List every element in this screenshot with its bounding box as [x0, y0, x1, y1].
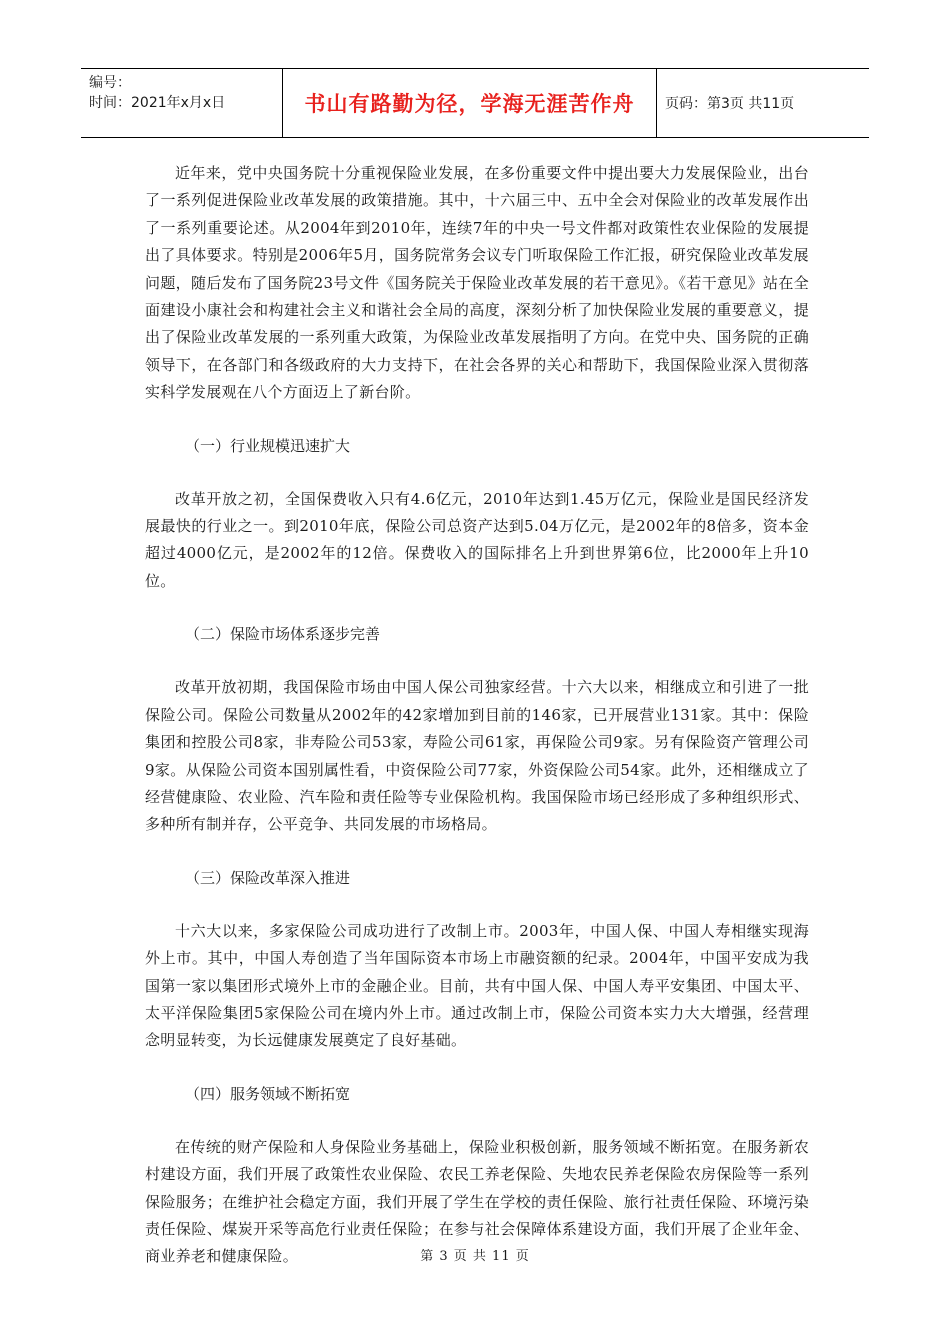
section-paragraph-3: 十六大以来，多家保险公司成功进行了改制上市。2003年，中国人保、中国人寿相继实现海外上市。其中，中国人寿创造了当年国际资本市场上市融资额的纪录。2004年，中国平安成为我国第一家以集团形式境外上市的金融企业。目前，共有中国人保、中国人寿平安集团、中国太平、太平洋保险集团5家保险公司在境内外上市。通过改制上市，保险公司资本实力大大增强，经营理念明显转变，为长远健康发展奠定了良好基础。 [145, 921, 809, 1050]
document-number: 编号： [89, 75, 131, 91]
header-page-info: 页码：第3页 共11页 [665, 96, 795, 112]
intro-paragraph: 近年来，党中央国务院十分重视保险业发展，在多份重要文件中提出要大力发展保险业，出台了一系列促进保险业改革发展的政策措施。其中，十六届三中、五中全会对保险业的改革发展作出了一系列重要论述。从2004年到2010年，连续7年的中央一号文件都对政策性农业保险的发展提出了具体要求。特别是2006年5月，国务院常务会议专门听取保险工作汇报，研究保险业改革发展问题，随后发布了国务院23号文件《国务院关于保险业改革发展的若干意见》。《若干意见》站在全面建设小康社会和构建社会主义和谐社会全局的高度，深刻分析了加快保险业发展的重要意义，提出了保险业改革发展的一系列重大政策，为保险业改革发展指明了方向。在党中央、国务院的正确领导下，在各部门和各级政府的大力支持下，在社会各界的关心和帮助下，我国保险业深入贯彻落实科学发展观在八个方面迈上了新台阶。 [145, 164, 809, 402]
section-paragraph-2: 改革开放初期，我国保险市场由中国人保公司独家经营。十六大以来，相继成立和引进了一批保险公司。保险公司数量从2002年的42家增加到目前的146家，已开展营业131家。其中：保险集团和控股公司8家，非寿险公司53家，寿险公司61家，再保险公司9家。另有保险资产管理公司9家。从保险公司资本国别属性看，中资保险公司77家，外资保险公司54家。此外，还相继成立了经营健康险、农业险、汽车险和责任险等专业保险机构。我国保险市场已经形成了多种组织形式、多种所有制并存，公平竞争、共同发展的市场格局。 [145, 678, 809, 834]
header-motto: 书山有路勤为径，学海无涯苦作舟 [283, 69, 657, 137]
section-heading-1: （一）行业规模迅速扩大 [185, 436, 351, 455]
section-heading-3: （三）保险改革深入推进 [185, 868, 351, 887]
document-body [145, 160, 809, 1271]
page-footer: 第 3 页 共 11 页 [420, 1249, 530, 1264]
header-meta [81, 69, 283, 137]
section-heading-2: （二）保险市场体系逐步完善 [185, 625, 381, 644]
document-header [81, 68, 869, 138]
document-time: 时间：2021年x月x日 [89, 95, 226, 111]
section-heading-4: （四）服务领域不断拓宽 [185, 1084, 351, 1103]
section-paragraph-1: 改革开放之初，全国保费收入只有4.6亿元，2010年达到1.45万亿元，保险业是国民经济发展最快的行业之一。到2010年底，保险公司总资产达到5.04万亿元，是2002年的8倍多，资本金超过4000亿元，是2002年的12倍。保费收入的国际排名上升到世界第6位，比2000年上升10位。 [145, 489, 809, 590]
section-paragraph-4: 在传统的财产保险和人身保险业务基础上，保险业积极创新，服务领域不断拓宽。在服务新农村建设方面，我们开展了政策性农业保险、农民工养老保险、失地农民养老保险农房保险等一系列保险服务；在维护社会稳定方面，我们开展了学生在学校的责任保险、旅行社责任保险、环境污染责任保险、煤炭开采等高危行业责任保险；在参与社会保障体系建设方面，我们开展了企业年金、商业养老和健康保险。 [145, 1137, 809, 1266]
